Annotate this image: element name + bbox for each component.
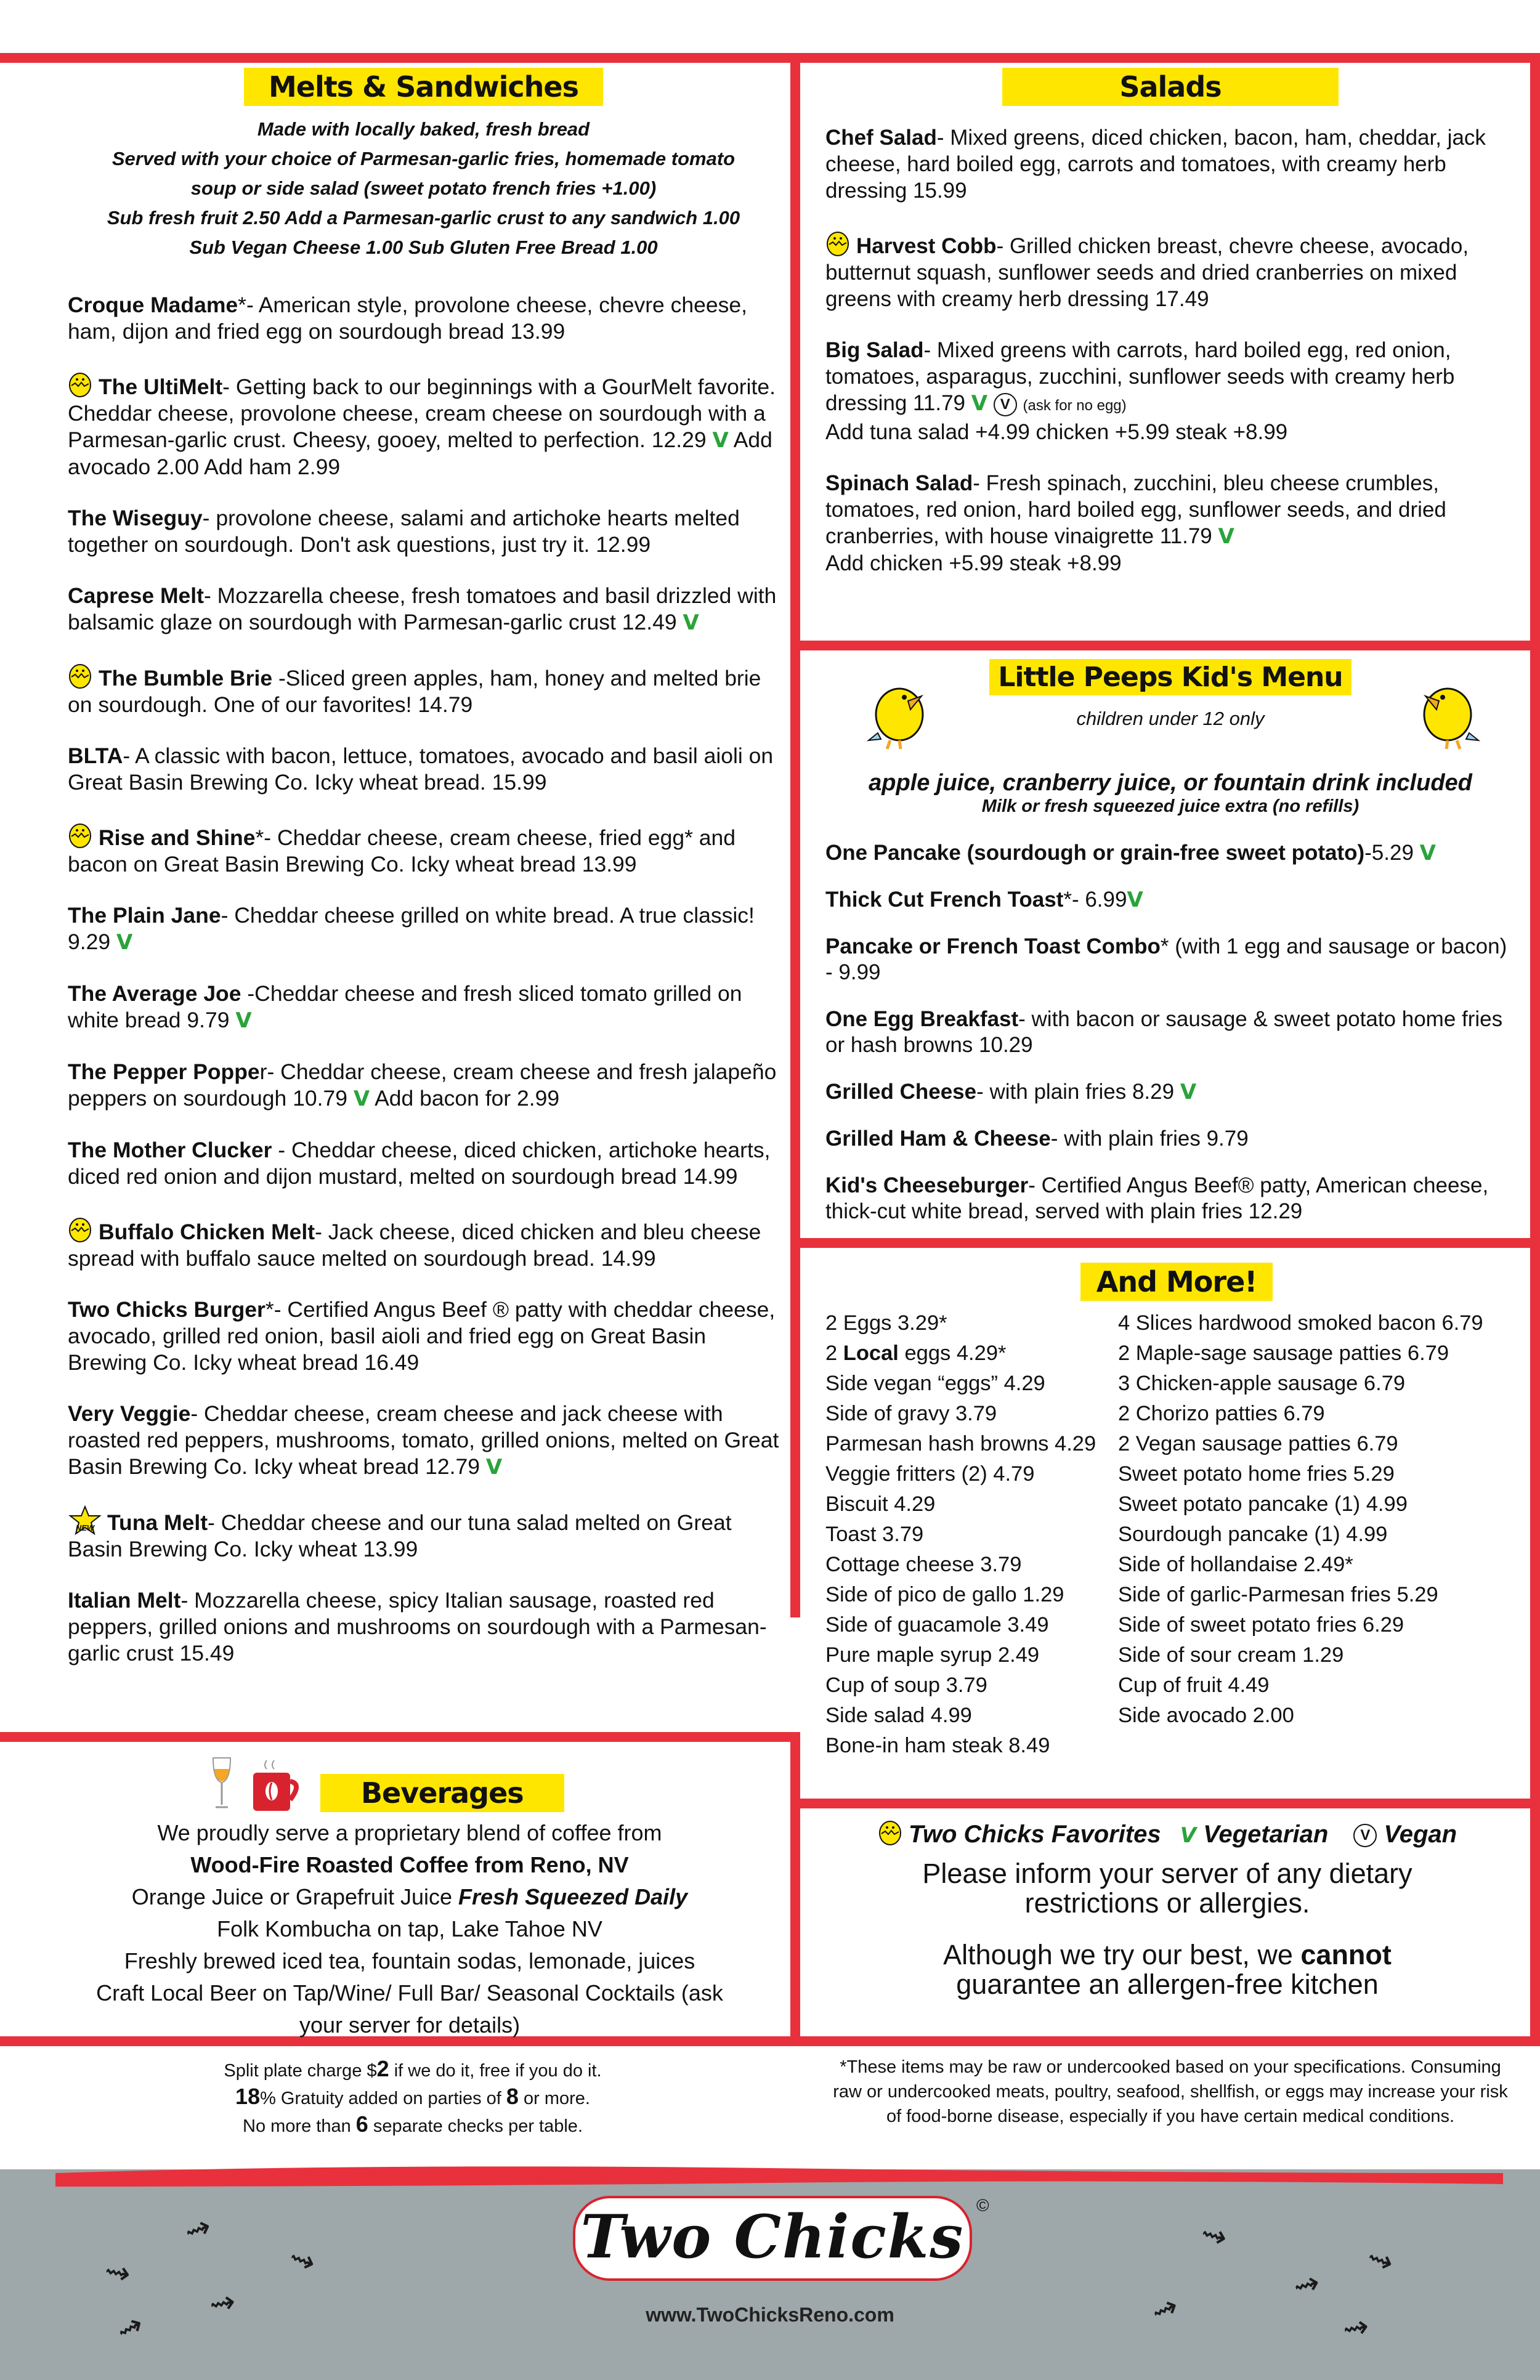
kids-section [825,659,1515,1245]
more-divider [800,1799,1540,1808]
legend-section [813,1816,1522,1999]
raw-food-warning: *These items may be raw or undercooked based on your specifications. Consuming raw or undercooked meats, poultry, seafood, shellfish, or eggs may increase your risk of food-borne disease, especially if you have certain medical conditions. [833,2057,1508,2126]
melts-bottom-divider [0,1732,800,1742]
more-section [825,1263,1528,1761]
list-item: Bone-in ham steak 8.49 [825,1734,1050,1757]
list-item: Cottage cheese 3.79 [825,1553,1022,1576]
chick-icon [68,1215,92,1243]
menu-item: Very Veggie- Cheddar cheese, cream cheese and jack cheese with roasted red peppers, mushrooms, tomato, grilled onions, melted on Great Basin Brewing Co. Icky wheat bread 12.79 V [68,1401,779,1479]
beverage-line: We proudly serve a proprietary blend of coffee from [157,1820,662,1845]
beverage-line: Craft Local Beer on Tap/Wine/ Full Bar/ Seasonal Cocktails (ask [96,1980,723,2006]
list-item: 2 Chorizo patties 6.79 [1118,1402,1325,1425]
list-item: Cup of soup 3.79 [825,1674,987,1697]
column-divider [790,53,800,1617]
salads-section [825,68,1515,601]
leaf-v-icon: V [1180,1080,1197,1104]
beverages-section [37,1755,782,2041]
menu-item: The Mother Clucker - Cheddar cheese, diced chicken, artichoke hearts, diced red onion and dijon mustard, melted on sourdough bread 14.99 [68,1138,771,1189]
list-item: Sweet potato home fries 5.29 [1118,1462,1395,1486]
kids-extra: Milk or fresh squeezed juice extra (no refills) [981,796,1360,816]
menu-item: Caprese Melt- Mozzarella cheese, fresh tomatoes and basil drizzled with balsamic glaze on sourdough with Parmesan-garlic crust 12.49 V [68,583,777,635]
list-item: Pure maple syrup 2.49 [825,1643,1040,1667]
menu-item: Two Chicks Burger*- Certified Angus Beef ® patty with cheddar cheese, avocado, grilled red onion, basil aioli and fried egg on Great Basin Brewing Co. Icky wheat bread 16.49 [68,1297,776,1375]
allergy-notice: Please inform your server of any dietary restrictions or allergies. [922,1858,1412,1919]
list-item: Veggie fritters (2) 4.79 [825,1462,1035,1486]
menu-item: Grilled Ham & Cheese- with plain fries 9.79 [825,1127,1249,1151]
list-item: Side of sour cream 1.29 [1118,1643,1344,1667]
kids-title: Little Peeps Kid's Menu [989,659,1351,695]
kids-drinks: apple juice, cranberry juice, or fountain drink included [869,770,1472,796]
list-item: 3 Chicken-apple sausage 6.79 [1118,1372,1406,1395]
leaf-v-icon: V [485,1455,503,1479]
chick-icon [68,820,92,849]
menu-item: Grilled Cheese- with plain fries 8.29 V [825,1080,1197,1104]
list-item: 2 Local eggs 4.29* [825,1342,1007,1365]
left-lower-divider [790,1732,800,2041]
bird-track-icon: ⇝ [284,2238,321,2281]
leaf-v-icon: V [971,391,988,416]
copyright-mark: © [976,2196,989,2215]
chick-icon [68,370,92,398]
leaf-v-icon: V [1127,888,1143,912]
legend-row [813,1816,1522,1854]
beverage-line: Wood-Fire Roasted Coffee from Reno, NV [190,1852,629,1877]
list-item: Side of guacamole 3.49 [825,1613,1049,1637]
bird-track-icon: ⇝ [1145,2287,1185,2331]
list-item: Side of hollandaise 2.49* [1118,1553,1353,1576]
list-item: 2 Eggs 3.29* [825,1311,947,1335]
bird-track-icon: ⇝ [110,2305,150,2350]
menu-item: Kid's Cheeseburger- Certified Angus Beef® patty, American cheese, thick-cut white bread, served with plain fries 12.29 [825,1173,1489,1223]
new-label: NEW [75,1523,95,1532]
beverage-line: Freshly brewed iced tea, fountain sodas, lemonade, juices [124,1948,695,1973]
policy-notes [105,2056,721,2139]
allergen-warning: Although we try our best, we cannot guarantee an allergen-free kitchen [943,1939,1392,2000]
kids-subtitle: children under 12 only [1076,708,1265,729]
beverage-line: Folk Kombucha on tap, Lake Tahoe NV [217,1916,602,1941]
circled-v-icon: V [994,393,1017,416]
menu-item: The Pepper Popper- Cheddar cheese, cream cheese and fresh jalapeño peppers on sourdough 10.79 V Add bacon for 2.99 [68,1059,777,1111]
chick-icon [825,229,850,257]
list-item: Side salad 4.99 [825,1704,972,1727]
list-item: 2 Vegan sausage patties 6.79 [1118,1432,1398,1455]
coffee-mug-icon [249,1759,305,1815]
menu-item: BLTA- A classic with bacon, lettuce, tomatoes, avocado and basil aioli on Great Basin Brewing Co. Icky wheat bread. 15.99 [68,743,774,795]
bird-track-icon: ⇝ [1362,2238,1399,2281]
melts-intro: Made with locally baked, fresh bread Served with your choice of Parmesan-garlic fries, homemade tomato soup or side salad (sweet potato french fries +1.00) Sub fresh fruit 2.50 Add a Parmesan-garlic crust to any sandwich 1.00 Sub Vegan Cheese 1.00 Sub Gluten Free Bread 1.00 [107,118,740,258]
list-item: Sweet potato pancake (1) 4.99 [1118,1492,1408,1516]
leaf-v-icon: V [1180,1823,1197,1848]
melts-section [68,68,779,1691]
menu-item: Spinach Salad- Fresh spinach, zucchini, bleu cheese crumbles, tomatoes, red onion, hard boiled egg, sunflower seeds, and dried cranberries, with house vinaigrette 11.79 V Add chicken +5.99 steak +8.99 [825,471,1446,575]
bird-track-icon: ⇝ [179,2208,216,2251]
menu-item: The UltiMelt- Getting back to our beginnings with a GourMelt favorite. Cheddar cheese, provolone cheese, cream cheese on sourdough with a Parmesan-garlic crust. Cheesy, gooey, melted to perfection. 12.29 V Add avocado 2.00 Add ham 2.99 [68,370,779,480]
menu-item: One Pancake (sourdough or grain-free sweet potato)-5.29 V [825,841,1436,865]
list-item: Side vegan “eggs” 4.29 [825,1372,1045,1395]
leaf-v-icon: V [1218,524,1234,549]
menu-item: One Egg Breakfast- with bacon or sausage & sweet potato home fries or hash browns 10.29 [825,1007,1503,1057]
leaf-v-icon: V [116,930,133,955]
more-right-column [1118,1308,1528,1761]
new-star-icon [68,1505,102,1536]
gratuity-note: 18% Gratuity added on parties of 8 or more. [235,2084,590,2109]
brush-stroke-divider [0,2155,1540,2192]
leaf-v-icon: V [353,1087,370,1111]
wine-glass-icon [209,1755,234,1811]
bird-track-icon: ⇝ [1197,2214,1231,2256]
list-item: 2 Maple-sage sausage patties 6.79 [1118,1342,1449,1365]
more-left-column [825,1308,1118,1761]
two-chicks-logo [573,2196,972,2281]
menu-item: Big Salad- Mixed greens with carrots, hard boiled egg, red onion, tomatoes, asparagus, zucchini, sunflower seeds with creamy herb dressing 11.79 V V (ask for no egg) Add tuna salad +4.99 chicken +5.99 steak +8.99 [825,338,1455,444]
melts-title: Melts & Sandwiches [244,68,603,106]
list-item: Cup of fruit 4.49 [1118,1674,1270,1697]
more-title: And More! [1080,1263,1273,1301]
top-border [0,53,1540,63]
menu-item: Rise and Shine*- Cheddar cheese, cream cheese, fried egg* and bacon on Great Basin Brewing Co. Icky wheat bread 13.99 [68,820,779,878]
list-item: Toast 3.79 [825,1523,924,1546]
menu-item: The Bumble Brie -Sliced green apples, ham, honey and melted brie on sourdough. One of our favorites! 14.79 [68,661,779,718]
bird-track-icon: ⇝ [206,2283,238,2323]
website-link[interactable]: www.TwoChicksReno.com [646,2304,894,2326]
beverages-title: Beverages [320,1774,564,1812]
beverage-line: Orange Juice or Grapefruit Juice Fresh Squeezed Daily [131,1884,688,1909]
right-border [1530,53,1540,2042]
menu-item: Italian Melt- Mozzarella cheese, spicy Italian sausage, roasted red peppers, grilled onions and mushrooms on sourdough with a Parmesan-garlic crust 15.49 [68,1588,767,1666]
menu-item: NEW Tuna Melt- Cheddar cheese and our tuna salad melted on Great Basin Brewing Co. Icky wheat 13.99 [68,1505,779,1563]
menu-item: Thick Cut French Toast*- 6.99V [825,888,1143,912]
menu-item: Pancake or French Toast Combo* (with 1 egg and sausage or bacon) - 9.99 [825,934,1507,984]
bird-track-icon: ⇝ [1340,2307,1372,2348]
logo-text: Two Chicks [580,2202,965,2272]
chick-icon [878,1818,902,1846]
salads-title: Salads [1002,68,1338,106]
list-item: Side of pico de gallo 1.29 [825,1583,1064,1606]
beverage-line: your server for details) [299,2012,521,2038]
salads-divider [800,641,1540,650]
list-item: Side of garlic-Parmesan fries 5.29 [1118,1583,1438,1606]
list-item: 4 Slices hardwood smoked bacon 6.79 [1118,1311,1483,1335]
list-item: Biscuit 4.29 [825,1492,936,1516]
legend-vegan: Vegan [1384,1821,1457,1848]
menu-item: The Average Joe -Cheddar cheese and fresh sliced tomato grilled on white bread 9.79 V [68,981,742,1033]
legend-vegetarian: Vegetarian [1203,1821,1329,1848]
leaf-v-icon: V [235,1008,252,1033]
circled-v-icon: V [1353,1824,1377,1847]
menu-item: Croque Madame*- American style, provolone cheese, chevre cheese, ham, dijon and fried egg on sourdough bread 13.99 [68,293,747,344]
split-plate-note: Split plate charge $2 if we do it, free if you do it. [224,2056,602,2081]
bird-track-icon: ⇝ [1289,2264,1324,2305]
list-item: Side avocado 2.00 [1118,1704,1294,1727]
chick-icon [68,661,92,689]
leaf-v-icon: V [683,610,699,635]
legend-favorites: Two Chicks Favorites [908,1821,1161,1848]
leaf-v-icon: V [1419,841,1436,865]
menu-item: Chef Salad- Mixed greens, diced chicken, bacon, ham, cheddar, jack cheese, hard boiled egg, carrots and tomatoes, with creamy herb dressing 15.99 [825,126,1486,203]
list-item: Side of gravy 3.79 [825,1402,997,1425]
menu-item: Buffalo Chicken Melt- Jack cheese, diced chicken and bleu cheese spread with buffalo sauce melted on sourdough bread. 14.99 [68,1215,779,1272]
menu-item: The Wiseguy- provolone cheese, salami and artichoke hearts melted together on sourdough. Don't ask questions, just try it. 12.99 [68,506,740,557]
list-item: Side of sweet potato fries 6.29 [1118,1613,1404,1637]
leaf-v-icon: V [712,428,729,453]
bird-track-icon: ⇝ [102,2252,134,2293]
list-item: Parmesan hash browns 4.29 [825,1432,1096,1455]
list-item: Sourdough pancake (1) 4.99 [1118,1523,1388,1546]
menu-item: The Plain Jane- Cheddar cheese grilled on white bread. A true classic! 9.29 V [68,903,755,955]
checks-note: No more than 6 separate checks per table. [243,2111,583,2137]
menu-item: Harvest Cobb- Grilled chicken breast, chevre cheese, avocado, butternut squash, sunflower seeds and dried cranberries on mixed greens with creamy herb dressing 17.49 [825,229,1515,312]
